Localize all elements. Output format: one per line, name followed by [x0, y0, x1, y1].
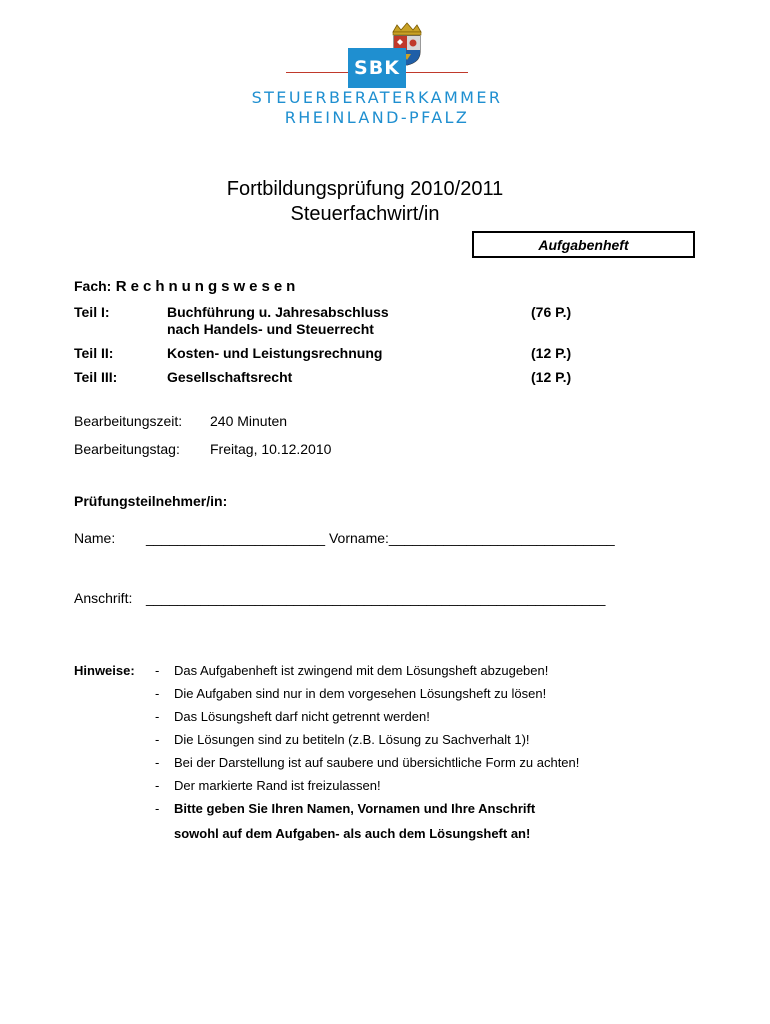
note-dash: - — [155, 778, 160, 793]
address-field[interactable]: ___________________________________________________________ — [146, 590, 606, 606]
exam-subtitle: Steuerfachwirt/in — [290, 203, 440, 225]
note-item: Das Lösungsheft darf nicht getrennt werden! — [174, 709, 430, 724]
participant-heading: Prüfungsteilnehmer/in: — [74, 493, 228, 509]
note-dash: - — [155, 732, 160, 747]
vorname-blank[interactable]: _____________________________ — [388, 530, 615, 546]
subject-label: Fach: — [74, 278, 112, 294]
time-label: Bearbeitungszeit: — [74, 413, 183, 429]
logo-rule-right — [406, 72, 468, 73]
note-dash: - — [155, 801, 160, 816]
note-item: Die Lösungen sind zu betiteln (z.B. Lösung zu Sachverhalt 1)! — [174, 732, 530, 747]
subject-name: Rechnungswesen — [115, 278, 300, 295]
note-item: Die Aufgaben sind nur in dem vorgesehen Lösungsheft zu lösen! — [174, 686, 547, 701]
note-dash: - — [155, 755, 160, 770]
booklet-label-box: Aufgabenheft — [472, 231, 695, 258]
time-value: 240 Minuten — [210, 413, 288, 429]
part-2-label: Teil II: — [74, 345, 114, 361]
note-item: Der markierte Rand ist freizulassen! — [174, 778, 381, 793]
logo-rule-left — [286, 72, 348, 73]
part-2-points: (12 P.) — [531, 345, 572, 361]
note-item: Bei der Darstellung ist auf saubere und übersichtliche Form zu achten! — [174, 755, 580, 770]
note-bold-line2: sowohl auf dem Aufgaben- als auch dem Lösungsheft an! — [174, 826, 531, 841]
name-blank: _______________________ — [146, 530, 326, 546]
part-3-topic: Gesellschaftsrecht — [167, 369, 293, 385]
address-label: Anschrift: — [74, 590, 133, 606]
part-3-points: (12 P.) — [531, 369, 572, 385]
org-name-line1: STEUERBERATERKAMMER — [251, 88, 503, 107]
part-3-label: Teil III: — [74, 369, 118, 385]
vorname-label: Vorname: — [328, 530, 389, 546]
part-1-topic-line1: Buchführung u. Jahresabschluss — [167, 304, 389, 320]
name-field[interactable] — [146, 530, 615, 546]
part-1-topic-line2: nach Handels- und Steuerrecht — [167, 321, 374, 337]
subject-row — [74, 278, 299, 296]
note-dash: - — [155, 686, 160, 701]
exam-title: Fortbildungsprüfung 2010/2011 — [226, 178, 504, 200]
part-2-topic: Kosten- und Leistungsrechnung — [167, 345, 383, 361]
note-bold-line1: Bitte geben Sie Ihren Namen, Vornamen und Ihre Anschrift — [174, 801, 536, 816]
note-dash: - — [155, 663, 160, 678]
sbk-logo: SBK — [348, 48, 406, 88]
day-label: Bearbeitungstag: — [74, 441, 180, 457]
name-label: Name: — [74, 530, 116, 546]
part-1-label: Teil I: — [74, 304, 110, 320]
part-1-points: (76 P.) — [531, 304, 572, 320]
note-item: Das Aufgabenheft ist zwingend mit dem Lösungsheft abzugeben! — [174, 663, 549, 678]
notes-label: Hinweise: — [74, 663, 135, 678]
day-value: Freitag, 10.12.2010 — [210, 441, 332, 457]
org-name-line2: RHEINLAND-PFALZ — [284, 108, 470, 127]
note-dash: - — [155, 709, 160, 724]
